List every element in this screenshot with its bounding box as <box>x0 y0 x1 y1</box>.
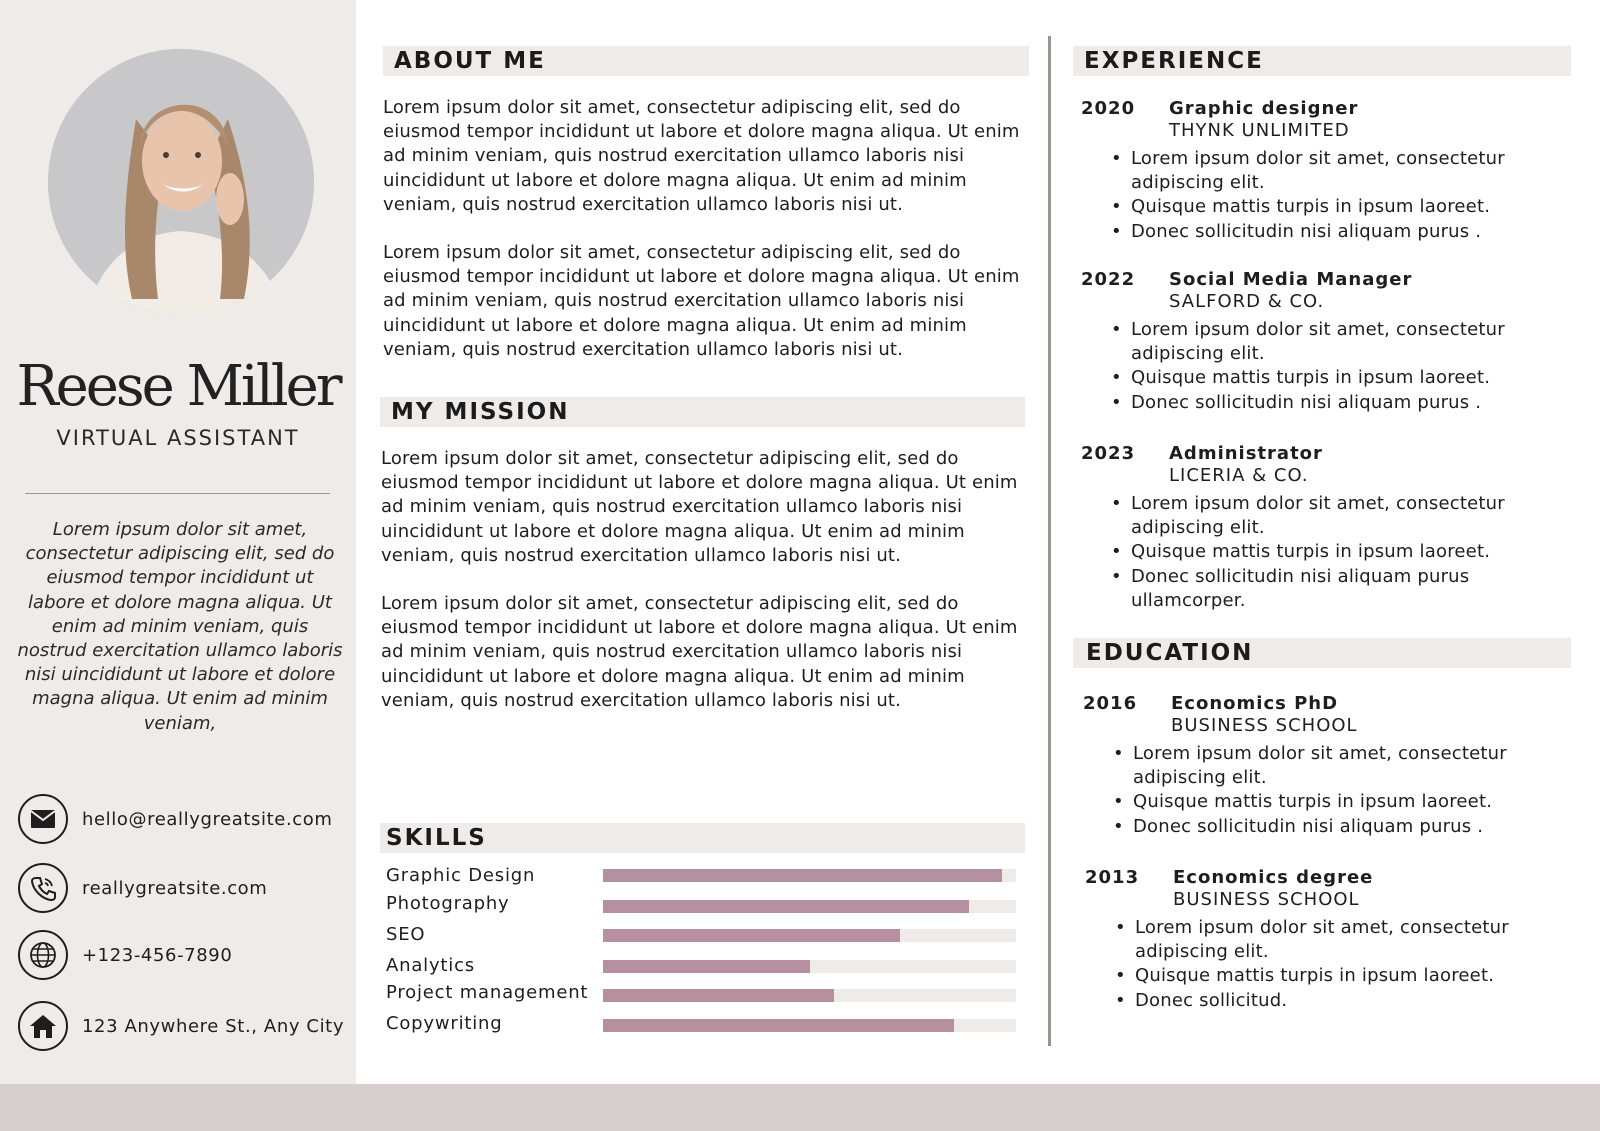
skill-bar <box>603 929 1016 942</box>
skill-bar <box>603 869 1016 882</box>
entry-bullets <box>1111 147 1551 244</box>
entry-year: 2016 <box>1083 693 1138 714</box>
experience-header <box>1073 46 1571 76</box>
skill-label: Photography <box>386 893 510 914</box>
column-divider <box>1048 36 1051 1046</box>
entry-organization: BUSINESS SCHOOL <box>1173 889 1360 910</box>
entry-organization: THYNK UNLIMITED <box>1169 120 1350 141</box>
skill-bar-fill <box>603 900 969 913</box>
contact-website-text: reallygreatsite.com <box>82 877 268 899</box>
skill-label: Analytics <box>386 955 475 976</box>
list-item: • Quisque mattis turpis in ipsum laoreet. <box>1111 366 1551 390</box>
phone-icon <box>18 863 68 913</box>
education-header <box>1073 638 1571 668</box>
about-paragraph-1: Lorem ipsum dolor sit amet, consectetur adipiscing elit, sed do eiusmod tempor incididunt ut labore et dolore magna aliqua. Ut enim ad minim veniam, quis nostrud exercitation ullamco laboris nisi uincididunt ut labore et dolore magna aliqua. Ut enim ad minim veniam, quis nostrud exercitation ullamco laboris nisi ut. <box>383 97 1020 215</box>
contact-email[interactable] <box>18 793 353 845</box>
skill-bar-fill <box>603 929 900 942</box>
about-header <box>383 46 1029 76</box>
entry-organization: BUSINESS SCHOOL <box>1171 715 1358 736</box>
mission-paragraph-1: Lorem ipsum dolor sit amet, consectetur adipiscing elit, sed do eiusmod tempor incididunt ut labore et dolore magna aliqua. Ut enim ad minim veniam, quis nostrud exercitation ullamco laboris nisi uincididunt ut labore et dolore magna aliqua. Ut enim ad minim veniam, quis nostrud exercitation ullamco laboris nisi ut. <box>381 448 1018 566</box>
list-item: • Quisque mattis turpis in ipsum laoreet. <box>1111 540 1551 564</box>
home-icon <box>18 1001 68 1051</box>
mission-paragraph-2: Lorem ipsum dolor sit amet, consectetur adipiscing elit, sed do eiusmod tempor incididunt ut labore et dolore magna aliqua. Ut enim ad minim veniam, quis nostrud exercitation ullamco laboris nisi uincididunt ut labore et dolore magna aliqua. Ut enim ad minim veniam, quis nostrud exercitation ullamco laboris nisi ut. <box>381 593 1018 711</box>
entry-year: 2013 <box>1085 867 1140 888</box>
list-item: • Lorem ipsum dolor sit amet, consectetur adipiscing elit. <box>1111 147 1551 195</box>
entry-year: 2022 <box>1081 269 1136 290</box>
about-paragraph-2: Lorem ipsum dolor sit amet, consectetur adipiscing elit, sed do eiusmod tempor incididunt ut labore et dolore magna aliqua. Ut enim ad minim veniam, quis nostrud exercitation ullamco laboris nisi uincididunt ut labore et dolore magna aliqua. Ut enim ad minim veniam, quis nostrud exercitation ullamco laboris nisi ut. <box>383 242 1020 360</box>
skill-bar <box>603 900 1016 913</box>
list-item: • Lorem ipsum dolor sit amet, consectetur adipiscing elit. <box>1111 318 1551 366</box>
experience-heading: EXPERIENCE <box>1084 48 1264 74</box>
skill-label: SEO <box>386 924 426 945</box>
skill-bar <box>603 960 1016 973</box>
list-item: • Lorem ipsum dolor sit amet, consectetur adipiscing elit. <box>1113 742 1553 790</box>
list-item: • Lorem ipsum dolor sit amet, consectetur adipiscing elit. <box>1111 492 1551 540</box>
mission-heading: MY MISSION <box>391 399 570 425</box>
contact-phone[interactable] <box>18 929 353 981</box>
skill-bar-fill <box>603 1019 954 1032</box>
sidebar-divider <box>25 493 330 494</box>
list-item: • Donec sollicitudin nisi aliquam purus ullamcorper. <box>1111 565 1551 613</box>
skills-header <box>380 823 1025 853</box>
skill-bar-fill <box>603 989 834 1002</box>
contact-website[interactable] <box>18 862 353 914</box>
entry-year: 2020 <box>1081 98 1136 119</box>
list-item: • Donec sollicitudin nisi aliquam purus . <box>1111 220 1551 244</box>
skill-label: Graphic Design <box>386 865 536 886</box>
entry-title: Economics PhD <box>1171 693 1339 714</box>
entry-title: Graphic designer <box>1169 98 1359 119</box>
entry-title: Administrator <box>1169 443 1323 464</box>
list-item: • Donec sollicitudin nisi aliquam purus . <box>1113 815 1553 839</box>
list-item: • Lorem ipsum dolor sit amet, consectetur adipiscing elit. <box>1115 916 1555 964</box>
contact-address-text: 123 Anywhere St., Any City <box>82 1015 345 1037</box>
person-name: Reese Miller <box>16 354 340 419</box>
contact-address[interactable] <box>18 1000 353 1052</box>
entry-bullets <box>1113 742 1553 839</box>
envelope-icon <box>18 794 68 844</box>
globe-icon <box>18 930 68 980</box>
skill-label: Project management <box>386 982 589 1003</box>
list-item: • Quisque mattis turpis in ipsum laoreet. <box>1115 964 1555 988</box>
entry-bullets <box>1111 318 1551 415</box>
profile-photo <box>48 49 314 315</box>
mission-header <box>380 397 1025 427</box>
entry-bullets <box>1115 916 1555 1013</box>
bio-text: Lorem ipsum dolor sit amet, consectetur adipiscing elit, sed do eiusmod tempor incididunt ut labore et dolore magna aliqua. Ut enim ad minim veniam, quis nostrud exercitation ullamco laboris nisi uincididunt ut labore et dolore magna aliqua. Ut enim ad minim veniam, <box>17 519 343 734</box>
about-heading: ABOUT ME <box>394 48 546 74</box>
skill-bar-fill <box>603 869 1002 882</box>
contact-phone-text: +123-456-7890 <box>82 944 233 966</box>
list-item: • Donec sollicitudin nisi aliquam purus . <box>1111 391 1551 415</box>
entry-title: Economics degree <box>1173 867 1374 888</box>
list-item: • Donec sollicitud. <box>1115 989 1555 1013</box>
entry-year: 2023 <box>1081 443 1136 464</box>
person-role: VIRTUAL ASSISTANT <box>56 426 300 450</box>
footer-band <box>0 1084 1600 1131</box>
list-item: • Quisque mattis turpis in ipsum laoreet. <box>1113 790 1553 814</box>
list-item: • Quisque mattis turpis in ipsum laoreet. <box>1111 195 1551 219</box>
sidebar <box>0 0 356 1084</box>
skills-heading: SKILLS <box>386 825 487 851</box>
entry-title: Social Media Manager <box>1169 269 1413 290</box>
entry-organization: SALFORD & CO. <box>1169 291 1325 312</box>
skill-label: Copywriting <box>386 1013 503 1034</box>
entry-bullets <box>1111 492 1551 613</box>
entry-organization: LICERIA & CO. <box>1169 465 1309 486</box>
contact-email-text: hello@reallygreatsite.com <box>82 808 333 830</box>
skill-bar-fill <box>603 960 810 973</box>
skill-bar <box>603 989 1016 1002</box>
education-heading: EDUCATION <box>1086 640 1254 666</box>
skill-bar <box>603 1019 1016 1032</box>
